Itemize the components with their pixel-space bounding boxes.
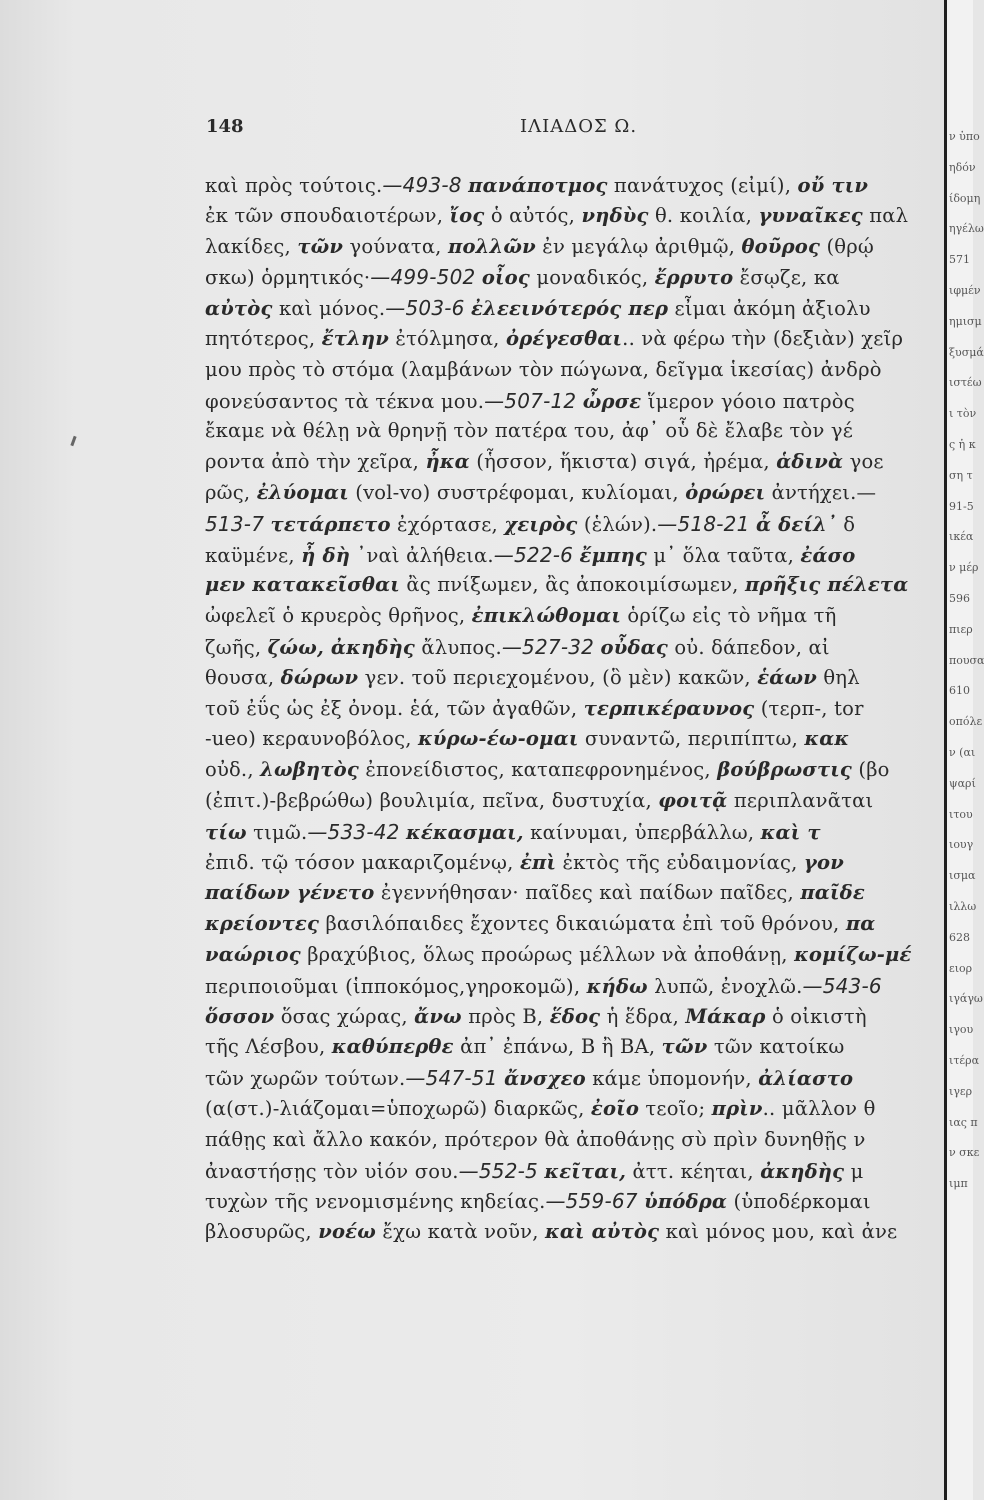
gloss-text: βλοσυρῶς, xyxy=(205,1220,319,1244)
verse-reference: —533-42 xyxy=(307,819,400,844)
gloss-text: (βο xyxy=(851,758,890,782)
text-line xyxy=(205,601,945,632)
gloss-text: (τερπ-, tor xyxy=(754,696,864,720)
gloss-text: ὠφελεῖ ὁ κρυερὸς θρῆνος, xyxy=(205,604,472,628)
gloss-text: φονεύσαντος τὰ τέκνα μου. xyxy=(205,389,485,413)
margin-fragment: ς ἡ κ xyxy=(949,438,976,451)
gloss-text: θηλ xyxy=(816,665,860,689)
gloss-text: ἐγεννήθησαν· παῖδες καὶ παίδων παῖδες, xyxy=(374,881,801,905)
gloss-text: πάθῃς καὶ ἄλλο κακόν, πρότερον θὰ ἀποθάνῃς σὺ πρὶν δυνηθῇς ν xyxy=(205,1127,866,1151)
gloss-text: θ. κοιλία, xyxy=(648,203,759,227)
margin-fragment: πουσα xyxy=(949,653,984,667)
lemma: ἀλίαστο xyxy=(758,1067,854,1091)
text-line xyxy=(205,355,945,386)
lemma: πα xyxy=(845,912,876,936)
verse-reference: —547-51 xyxy=(405,1066,498,1091)
gloss-text: ἀντήχει.— xyxy=(765,480,877,504)
gloss-text: καὶ μόνος μου, καὶ ἀνε xyxy=(659,1220,898,1244)
margin-fragment: ι τὸν xyxy=(949,407,977,421)
lemma: κέκασμαι, xyxy=(406,820,524,844)
lemma: καὶ τ xyxy=(760,820,821,844)
margin-fragment: ξυσμά xyxy=(949,345,984,359)
text-line xyxy=(205,1156,945,1187)
gloss-text: πρὸς Β, xyxy=(461,1004,550,1028)
text-line xyxy=(205,632,945,663)
gloss-text: ἐχόρτασε, xyxy=(390,512,505,536)
lemma: ἔμπης xyxy=(579,543,647,567)
gloss-text: γοε xyxy=(843,450,884,474)
verse-reference: —552-5 xyxy=(458,1158,538,1183)
lemma: οὔ τιν xyxy=(797,174,869,197)
gloss-text: βασιλόπαιδες ἔχοντες δικαιώματα ἐπὶ τοῦ θρόνου, xyxy=(319,912,846,936)
lemma: κήδω xyxy=(586,974,648,998)
lemma: πρῆξις πέλετα xyxy=(744,573,909,597)
gloss-text: .. μᾶλλον θ xyxy=(762,1096,876,1120)
text-line xyxy=(205,262,945,293)
lemma: δώρων xyxy=(280,665,359,689)
lemma: φοιτᾷ xyxy=(658,788,728,812)
verse-reference: —559-67 xyxy=(545,1189,638,1214)
verse-reference: —543-6 xyxy=(802,973,882,998)
margin-fragment: ν σκε xyxy=(949,1146,980,1160)
lemma: πολλῶν xyxy=(447,234,536,258)
lemma: χειρὸς xyxy=(504,512,578,536)
text-line xyxy=(205,386,945,417)
gloss-text: τυχὼν τῆς νενομισμένης κηδείας. xyxy=(205,1190,546,1214)
lemma: νοέω xyxy=(318,1220,376,1244)
text-line xyxy=(205,1063,945,1094)
verse-reference: —518-21 xyxy=(657,511,750,536)
gloss-text: μοναδικός, xyxy=(529,266,655,290)
text-line xyxy=(205,540,945,571)
margin-fragment: ιστέω xyxy=(949,376,982,390)
gloss-text: τοῦ ἐΰς ὡς ἐξ ὀνομ. ἑά, τῶν ἀγαθῶν, xyxy=(205,696,584,720)
gloss-text: ἐν μεγάλῳ ἀριθμῷ, xyxy=(535,234,742,258)
lemma: ἄνω xyxy=(414,1004,462,1028)
lemma: παῖδε xyxy=(800,881,865,905)
text-line xyxy=(205,1032,945,1063)
gloss-text: μ᾽ ὅλα ταῦτα, xyxy=(646,543,801,567)
gloss-text: (ἐπιτ.)-βεβρώθω) βουλιμία, πεῖνα, δυστυχία, xyxy=(205,788,659,812)
gloss-text: ὁρίζω εἰς τὸ νῆμα τῆ xyxy=(621,604,837,628)
lemma: γον xyxy=(803,850,844,874)
lemma: ἦ δὴ xyxy=(301,543,351,567)
text-line xyxy=(205,570,945,601)
lemma: οἶος xyxy=(481,266,530,290)
gloss-text: ἐτόλμησα, xyxy=(389,326,506,350)
running-title: ΙΛΙΑΔΟΣ Ω. xyxy=(520,116,638,137)
text-line xyxy=(205,694,945,725)
verse-reference: —522-6 xyxy=(493,542,574,567)
lemma: ἁδινὰ xyxy=(776,450,844,474)
gloss-text: παλ xyxy=(862,203,909,227)
lemma: καὶ αὐτὸς xyxy=(545,1220,660,1244)
gloss-text: (ἑλών). xyxy=(577,512,658,536)
margin-fragment: ιγου xyxy=(949,1023,974,1037)
gloss-text: θουσα, xyxy=(205,665,281,689)
lemma: τερπικέραυνος xyxy=(583,696,755,720)
lemma: γυναῖκες xyxy=(758,203,863,227)
lemma: ὀρέγεσθαι xyxy=(505,326,623,350)
gloss-text: σκω) ὁρμητικός· xyxy=(205,266,371,290)
lemma: ὦρσε xyxy=(582,389,642,413)
text-line xyxy=(205,940,945,971)
verse-reference: 513-7 xyxy=(205,511,265,536)
margin-fragment: οπόλε xyxy=(949,715,983,729)
margin-fragment: 628 xyxy=(949,930,970,944)
margin-fragment: ηγέλω xyxy=(949,222,984,236)
gloss-text: ζωῆς, xyxy=(205,635,268,659)
gloss-text: τιμῶ. xyxy=(246,820,308,844)
lemma: τῶν xyxy=(297,234,344,258)
gloss-text: ροντα ἀπὸ τὴν χεῖρα, xyxy=(205,450,426,474)
text-line xyxy=(205,817,945,848)
gloss-text: ἔκαμε νὰ θέλῃ νὰ θρηνῇ τὸν πατέρα του, ἀφ᾽ οὗ δὲ ἔλαβε τὸν γέ xyxy=(205,419,854,443)
margin-fragment: ιγάγω xyxy=(949,992,983,1006)
gloss-text: ἀπ᾽ ἐπάνω, Β ἢ ΒΑ, xyxy=(453,1035,662,1059)
text-line xyxy=(205,170,945,201)
text-line xyxy=(205,1125,945,1156)
lemma: κρείοντες xyxy=(205,912,320,936)
lemma: κεῖται, xyxy=(544,1159,627,1183)
gloss-text: οὐδ., xyxy=(205,758,261,782)
margin-fragment: ιας π xyxy=(949,1115,978,1129)
lemma: ἔτλην xyxy=(321,326,389,350)
lemma: οὖδας xyxy=(600,635,668,659)
margin-fragment: ίδομη xyxy=(949,191,981,205)
text-line xyxy=(205,971,945,1002)
gloss-text: μου πρὸς τὸ στόμα (λαμβάνων τὸν πώγωνα, δεῖγμα ἱκεσίας) ἀνδρὸ xyxy=(205,357,882,381)
text-line xyxy=(205,478,945,509)
text-line xyxy=(205,878,945,909)
text-line xyxy=(205,909,945,940)
text-line xyxy=(205,848,945,879)
lemma: τίω xyxy=(205,820,247,844)
gloss-text: περιποιοῦμαι (ἱπποκόμος,γηροκομῶ), xyxy=(205,974,587,998)
gloss-text: ἂς πνίξωμεν, ἂς ἀποκοιμίσωμεν, xyxy=(399,573,745,597)
margin-fragment: ιλλω xyxy=(949,900,977,913)
commentary-text xyxy=(205,170,945,1248)
gloss-text: τῆς Λέσβου, xyxy=(205,1035,332,1059)
gloss-text: πητότερος, xyxy=(205,326,322,350)
gloss-text: λακίδες, xyxy=(205,234,298,258)
text-line xyxy=(205,1094,945,1125)
lemma: ἐοῖο xyxy=(590,1096,640,1120)
margin-fragment: ψαρί xyxy=(949,776,976,790)
gloss-text: γούνατα, xyxy=(343,234,448,258)
verse-reference: —527-32 xyxy=(501,634,595,659)
gloss-text: τῶν χωρῶν τούτων. xyxy=(205,1067,406,1091)
lemma: κομίζω-μέ xyxy=(794,942,912,966)
margin-fragment: ιουγ xyxy=(949,838,974,852)
margin-fragment: ν (αι xyxy=(949,746,976,759)
text-line xyxy=(205,724,945,755)
gloss-text: ἄλυπος. xyxy=(415,635,502,659)
lemma: θοῦρος xyxy=(741,234,821,258)
gloss-text: τῶν κατοίκω xyxy=(707,1035,845,1059)
text-line xyxy=(205,447,945,478)
lemma: ναώριος xyxy=(205,942,301,966)
lemma: ἴος xyxy=(449,203,485,227)
lemma: κύρω-έω-ομαι xyxy=(418,727,579,751)
lemma: κακ xyxy=(804,727,850,751)
verse-reference: —507-12 xyxy=(484,388,577,413)
page-number: 148 xyxy=(206,116,244,137)
margin-fragment: ημισμ xyxy=(949,314,982,328)
gloss-text: συναντῶ, περιπίπτω, xyxy=(578,727,805,751)
lemma: Μάκαρ xyxy=(685,1004,766,1028)
lemma: πρὶν xyxy=(711,1096,763,1120)
gloss-text: μ xyxy=(844,1159,864,1183)
gloss-text: τεοῖο; xyxy=(639,1096,712,1120)
gloss-text: οὐ. δάπεδον, αἰ xyxy=(667,635,830,659)
gloss-text: πανάτυχος (εἰμί), xyxy=(607,174,798,197)
gloss-text: καὶ πρὸς τούτοις. xyxy=(205,174,383,197)
text-line xyxy=(205,663,945,694)
gloss-text: ἀττ. κέηται, xyxy=(626,1159,761,1183)
lemma: ἐπὶ xyxy=(519,850,557,874)
gloss-text: καίνυμαι, ὑπερβάλλω, xyxy=(523,820,761,844)
gloss-text: ἐκ τῶν σπουδαιοτέρων, xyxy=(205,203,450,227)
lemma: τετάρπετο xyxy=(270,512,391,536)
margin-fragment: 91-5 xyxy=(949,499,974,513)
verse-reference: —499-502 xyxy=(370,265,476,290)
margin-fragment: ιμπ xyxy=(949,1177,968,1191)
gloss-text: βραχύβιος, ὅλως προώρως μέλλων νὰ ἀποθάνῃ, xyxy=(300,942,795,966)
gloss-text: λυπῶ, ἐνοχλῶ. xyxy=(647,974,803,998)
gloss-text: καϋμένε, xyxy=(205,543,302,567)
margin-fragment: ισμα xyxy=(949,869,976,883)
lemma: ὅσσον xyxy=(205,1004,275,1028)
lemma: βούβρωστις xyxy=(717,758,852,782)
verse-reference: —493-8 xyxy=(382,173,462,197)
margin-fragment: ηδόν xyxy=(949,160,976,174)
gloss-text: ἔσῳζε, κα xyxy=(733,266,840,290)
gloss-text: (ὑποδέρκομαι xyxy=(727,1190,871,1214)
lemma: ἐλεεινότερός περ xyxy=(471,297,669,321)
verse-reference: —503-6 xyxy=(385,296,465,321)
gloss-text: ὁ οἰκιστὴ xyxy=(765,1004,867,1028)
margin-fragment: ιτου xyxy=(949,807,973,821)
gloss-text: (vol-vo) συστρέφομαι, κυλίομαι, xyxy=(348,480,686,504)
lemma: ἦκα xyxy=(425,450,470,474)
gloss-text: (ἧσσον, ἥκιστα) σιγά, ἠρέμα, xyxy=(469,450,777,474)
gloss-text: περιπλανᾶται xyxy=(727,788,874,812)
gloss-text: ἵμερον γόοιο πατρὸς xyxy=(641,389,855,413)
gloss-text: γεν. τοῦ περιεχομένου, (ὃ μὲν) κακῶν, xyxy=(358,665,758,689)
lemma: ἕδος xyxy=(549,1004,601,1028)
lemma: τῶν xyxy=(661,1035,708,1059)
text-line xyxy=(205,755,945,786)
lemma: νηδὺς xyxy=(581,203,649,227)
text-line xyxy=(205,1002,945,1033)
text-line xyxy=(205,416,945,447)
text-line xyxy=(205,324,945,355)
text-line xyxy=(205,786,945,817)
gloss-text: ᾽ναὶ ἀλήθεια. xyxy=(350,543,494,567)
gloss-text: (α(στ.)-λιάζομαι=ὑποχωρῶ) διαρκῶς, xyxy=(205,1096,591,1120)
lemma: ὀρώρει xyxy=(685,480,766,504)
gloss-text: εἶμαι ἀκόμη ἀξιολυ xyxy=(668,297,871,321)
gloss-text: -ueo) κεραυνοβόλος, xyxy=(205,727,419,751)
lemma: ὑπόδρα xyxy=(644,1190,728,1214)
lemma: ἄνσχεο xyxy=(504,1067,586,1091)
lemma: καθύπερθε xyxy=(331,1035,454,1059)
gloss-text: .. νὰ φέρω τὴν (δεξιὰν) χεῖρ xyxy=(622,326,904,350)
gloss-text: ἔχω κατὰ νοῦν, xyxy=(376,1220,545,1244)
lemma: λωβητὸς xyxy=(260,758,359,782)
gloss-text: ἀναστήσῃς τὸν υἱόν σου. xyxy=(205,1159,459,1183)
lemma: αὐτὸς xyxy=(205,297,273,321)
text-line xyxy=(205,509,945,540)
margin-fragment: ν μέρ xyxy=(949,561,979,575)
text-line xyxy=(205,232,945,263)
text-line xyxy=(205,293,945,324)
lemma: μεν κατακεῖσθαι xyxy=(205,573,400,597)
gloss-text: ρῶς, xyxy=(205,480,257,504)
lemma: ἆ δείλ᾽ xyxy=(755,512,837,536)
gloss-text: ἐπιδ. τῷ τόσον μακαριζομένῳ, xyxy=(205,850,520,874)
adjacent-page-edge xyxy=(944,0,984,1500)
margin-fragment: πιερ xyxy=(949,622,973,636)
gloss-text: ἡ ἕδρα, xyxy=(600,1004,686,1028)
text-line xyxy=(205,201,945,232)
gloss-text: κάμε ὑπομονήν, xyxy=(585,1067,759,1091)
lemma: ζώω, ἀκηδὴς xyxy=(267,635,415,659)
gloss-text: καὶ μόνος. xyxy=(272,297,386,321)
margin-fragment: ιφμέν xyxy=(949,284,981,297)
gloss-text: ἐπονείδιστος, καταπεφρονημένος, xyxy=(358,758,718,782)
lemma: ἐπικλώθομαι xyxy=(471,604,621,628)
lemma: ἔρρυτο xyxy=(654,266,734,290)
gloss-text: ἐκτὸς τῆς εὐδαιμονίας, xyxy=(556,850,804,874)
lemma: ἐλύομαι xyxy=(256,480,349,504)
text-line xyxy=(205,1186,945,1217)
margin-fragment: 596 xyxy=(949,592,970,605)
lemma: παίδων γένετο xyxy=(205,881,375,905)
margin-fragment: ιτέρα xyxy=(949,1054,979,1067)
gloss-text: δ xyxy=(836,512,856,536)
margin-fragment: 571 xyxy=(949,253,970,267)
lemma: ἑάων xyxy=(757,665,817,689)
print-speck xyxy=(70,436,76,446)
text-line xyxy=(205,1217,945,1248)
margin-fragment: ιγερ xyxy=(949,1084,973,1098)
lemma: ἀκηδὴς xyxy=(760,1159,845,1183)
margin-fragment: ειορ xyxy=(949,961,973,975)
gloss-text: (θρῴ xyxy=(820,234,874,258)
lemma: πανάποτμος xyxy=(468,174,608,197)
margin-fragment: ικέα xyxy=(949,530,974,544)
margin-fragment: 610 xyxy=(949,684,970,698)
margin-fragment: ση τ xyxy=(949,468,973,482)
lemma: ἐάσο xyxy=(800,543,856,567)
margin-fragment: ν ὑπο xyxy=(949,130,980,143)
gloss-text: ὁ αὐτός, xyxy=(484,203,582,227)
gloss-text: ὅσας χώρας, xyxy=(274,1004,415,1028)
